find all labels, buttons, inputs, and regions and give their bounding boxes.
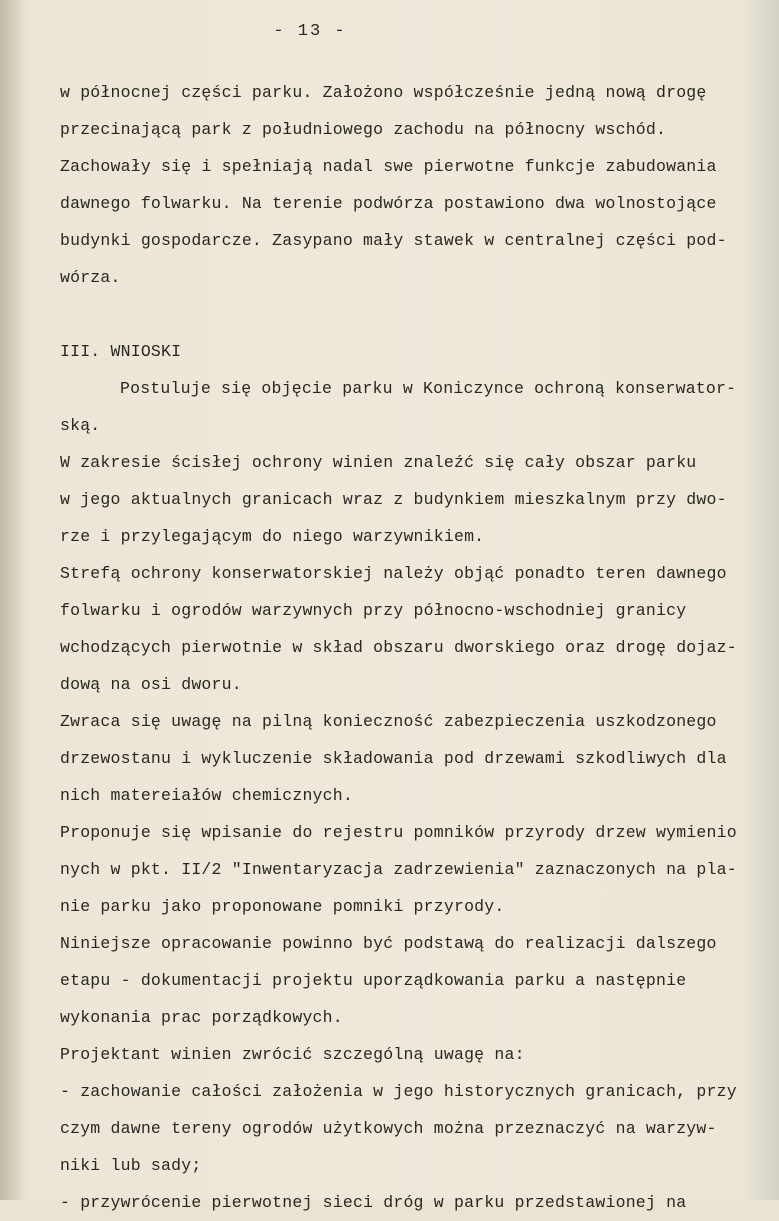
section-heading: III. WNIOSKI xyxy=(60,342,182,361)
text-line: Niniejsze opracowanie powinno być podstawą do realizacji dalszego xyxy=(60,934,717,953)
text-line: ską. xyxy=(60,416,101,435)
text-line: - przywrócenie pierwotnej sieci dróg w parku przedstawionej na xyxy=(60,1193,687,1212)
text-line: Projektant winien zwrócić szczególną uwagę na: xyxy=(60,1045,525,1064)
text-line: niki lub sady; xyxy=(60,1156,202,1175)
text-line: przecinającą park z południowego zachodu na północny wschód. xyxy=(60,120,667,139)
text-line: wórza. xyxy=(60,268,121,287)
text-line: dową na osi dworu. xyxy=(60,675,242,694)
text-line: Proponuje się wpisanie do rejestru pomników przyrody drzew wymienio xyxy=(60,823,737,842)
text-line: rze i przylegającym do niego warzywnikiem. xyxy=(60,527,485,546)
text-line: Zachowały się i spełniają nadal swe pierwotne funkcje zabudowania xyxy=(60,157,717,176)
text-line: Zwraca się uwagę na pilną konieczność zabezpieczenia uszkodzonego xyxy=(60,712,717,731)
text-line: w jego aktualnych granicach wraz z budynkiem mieszkalnym przy dwo- xyxy=(60,490,727,509)
body-text xyxy=(60,74,775,1221)
text-line: drzewostanu i wykluczenie składowania pod drzewami szkodliwych dla xyxy=(60,749,727,768)
text-line: wykonania prac porządkowych. xyxy=(60,1008,343,1027)
text-line: w północnej części parku. Założono współcześnie jedną nową drogę xyxy=(60,83,707,102)
text-line: nie parku jako proponowane pomniki przyrody. xyxy=(60,897,505,916)
text-line: W zakresie ścisłej ochrony winien znaleźć się cały obszar parku xyxy=(60,453,697,472)
blank-line xyxy=(60,296,775,333)
text-line: Postuluje się objęcie parku w Koniczyncе ochroną konserwator- xyxy=(120,379,737,398)
text-line: Strefą ochrony konserwatorskiej należy objąć ponadto teren dawnego xyxy=(60,564,727,583)
text-line: nych w pkt. II/2 "Inwentaryzacja zadrzewienia" zaznaczonych na pla- xyxy=(60,860,737,879)
text-line: etapu - dokumentacji projektu uporządkowania parku a następnie xyxy=(60,971,687,990)
text-line: nich matereiałów chemicznych. xyxy=(60,786,353,805)
text-line: dawnego folwarku. Na terenie podwórza postawiono dwa wolnostojące xyxy=(60,194,717,213)
text-line: folwarku i ogrodów warzywnych przy północno-wschodniej granicy xyxy=(60,601,687,620)
text-line: czym dawne tereny ogrodów użytkowych można przeznaczyć na warzyw- xyxy=(60,1119,717,1138)
text-line: wchodzących pierwotnie w skład obszaru dworskiego oraz drogę dojaz- xyxy=(60,638,737,657)
page-number: - 13 - xyxy=(273,22,347,41)
binding-shadow xyxy=(0,0,30,1200)
text-line: budynki gospodarcze. Zasypano mały stawek w centralnej części pod- xyxy=(60,231,727,250)
text-line: - zachowanie całości założenia w jego historycznych granicach, przy xyxy=(60,1082,737,1101)
